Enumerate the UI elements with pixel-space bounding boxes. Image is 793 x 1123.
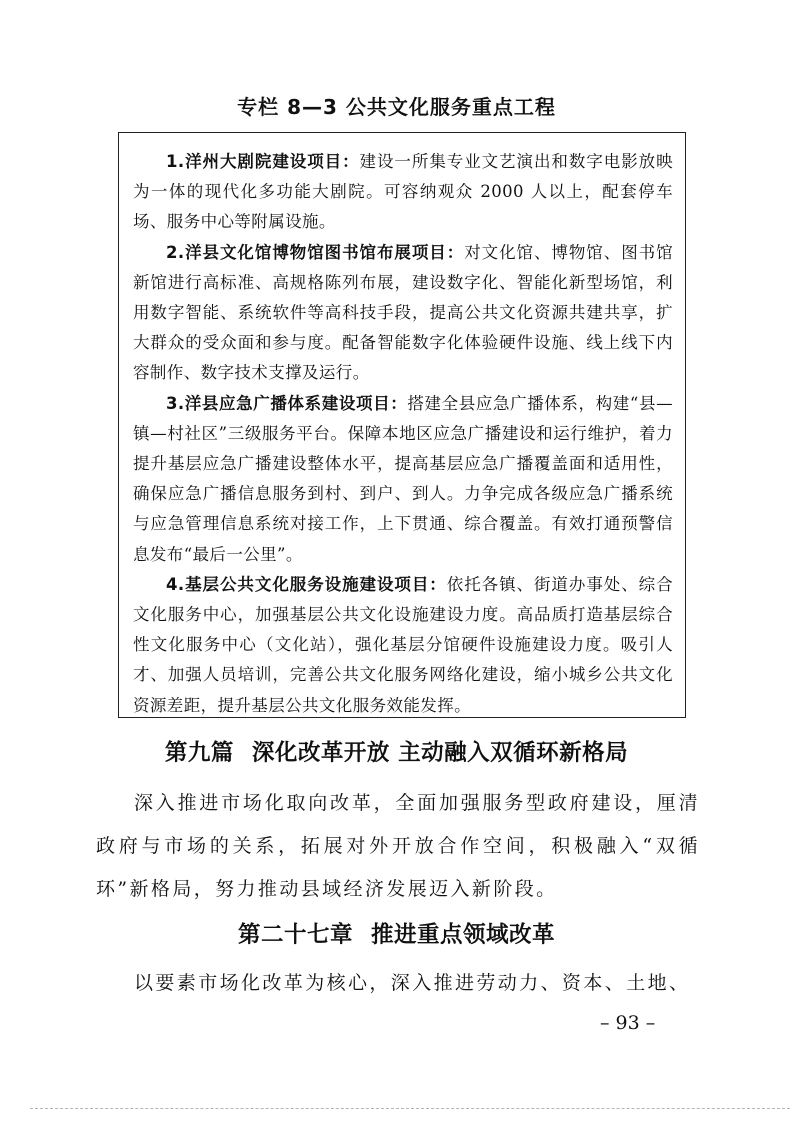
item-body: 建设一所集专业文艺演出和数字电影放映为一体的现代化多功能大剧院。可容纳观众 2000 人以上，配套停车场、服务中心等附属设施。 <box>133 152 673 232</box>
part-paragraph: 深入推进市场化取向改革，全面加强服务型政府建设，厘清政府与市场的关系，拓展对外开放合作空间，积极融入“双循环”新格局，努力推动县域经济发展迈入新阶段。 <box>96 792 700 900</box>
chapter-label: 第二十七章 <box>237 922 353 948</box>
box-item <box>133 570 673 721</box>
box-item <box>133 238 673 389</box>
part-title: 深化改革开放 主动融入双循环新格局 <box>251 740 629 766</box>
item-body: 对文化馆、博物馆、图书馆新馆进行高标准、高规格陈列布展，建设数字化、智能化新型场馆，利用数字智能、系统软件等高科技手段，提高公共文化资源共建共享，扩大群众的受众面和参与度。配备智能数字化体验硬件设施、线上线下内容制作、数字技术支撑及运行。 <box>133 242 673 383</box>
box-title: 专栏 8—3 公共文化服务重点工程 <box>237 95 556 119</box>
chapter-paragraph: 以要素市场化改革为核心，深入推进劳动力、资本、土地、 <box>134 972 691 994</box>
item-heading: 2.洋县文化馆博物馆图书馆布展项目： <box>166 242 465 262</box>
scan-edge-divider <box>30 1108 790 1109</box>
box-item <box>133 389 673 570</box>
chapter-title: 推进重点领域改革 <box>371 922 556 948</box>
box-item <box>133 147 673 238</box>
part-label: 第九篇 <box>164 740 234 766</box>
item-body: 依托各镇、街道办事处、综合文化服务中心，加强基层公共文化设施建设力度。高品质打造基层综合性文化服务中心（文化站），强化基层分馆硬件设施建设力度。吸引人才、加强人员培训，完善公共文化服务网络化建设，缩小城乡公共文化资源差距，提升基层公共文化服务效能发挥。 <box>133 574 673 715</box>
item-body: 搭建全县应急广播体系，构建“县—镇—村社区”三级服务平台。保障本地区应急广播建设和运行维护，着力提升基层应急广播建设整体水平，提高基层应急广播覆盖面和适用性，确保应急广播信息服务到村、到户、到人。力争完成各级应急广播系统与应急管理信息系统对接工作，上下贯通、综合覆盖。有效打通预警信息发布“最后一公里”。 <box>133 393 673 564</box>
feature-box <box>118 132 686 718</box>
chapter-heading <box>0 917 793 949</box>
item-heading: 3.洋县应急广播体系建设项目： <box>166 393 408 413</box>
item-heading: 4.基层公共文化服务设施建设项目： <box>166 574 447 594</box>
part-heading <box>0 735 793 767</box>
page-number: – 93 – <box>600 1012 656 1034</box>
item-heading: 1.洋州大剧院建设项目： <box>166 152 360 171</box>
